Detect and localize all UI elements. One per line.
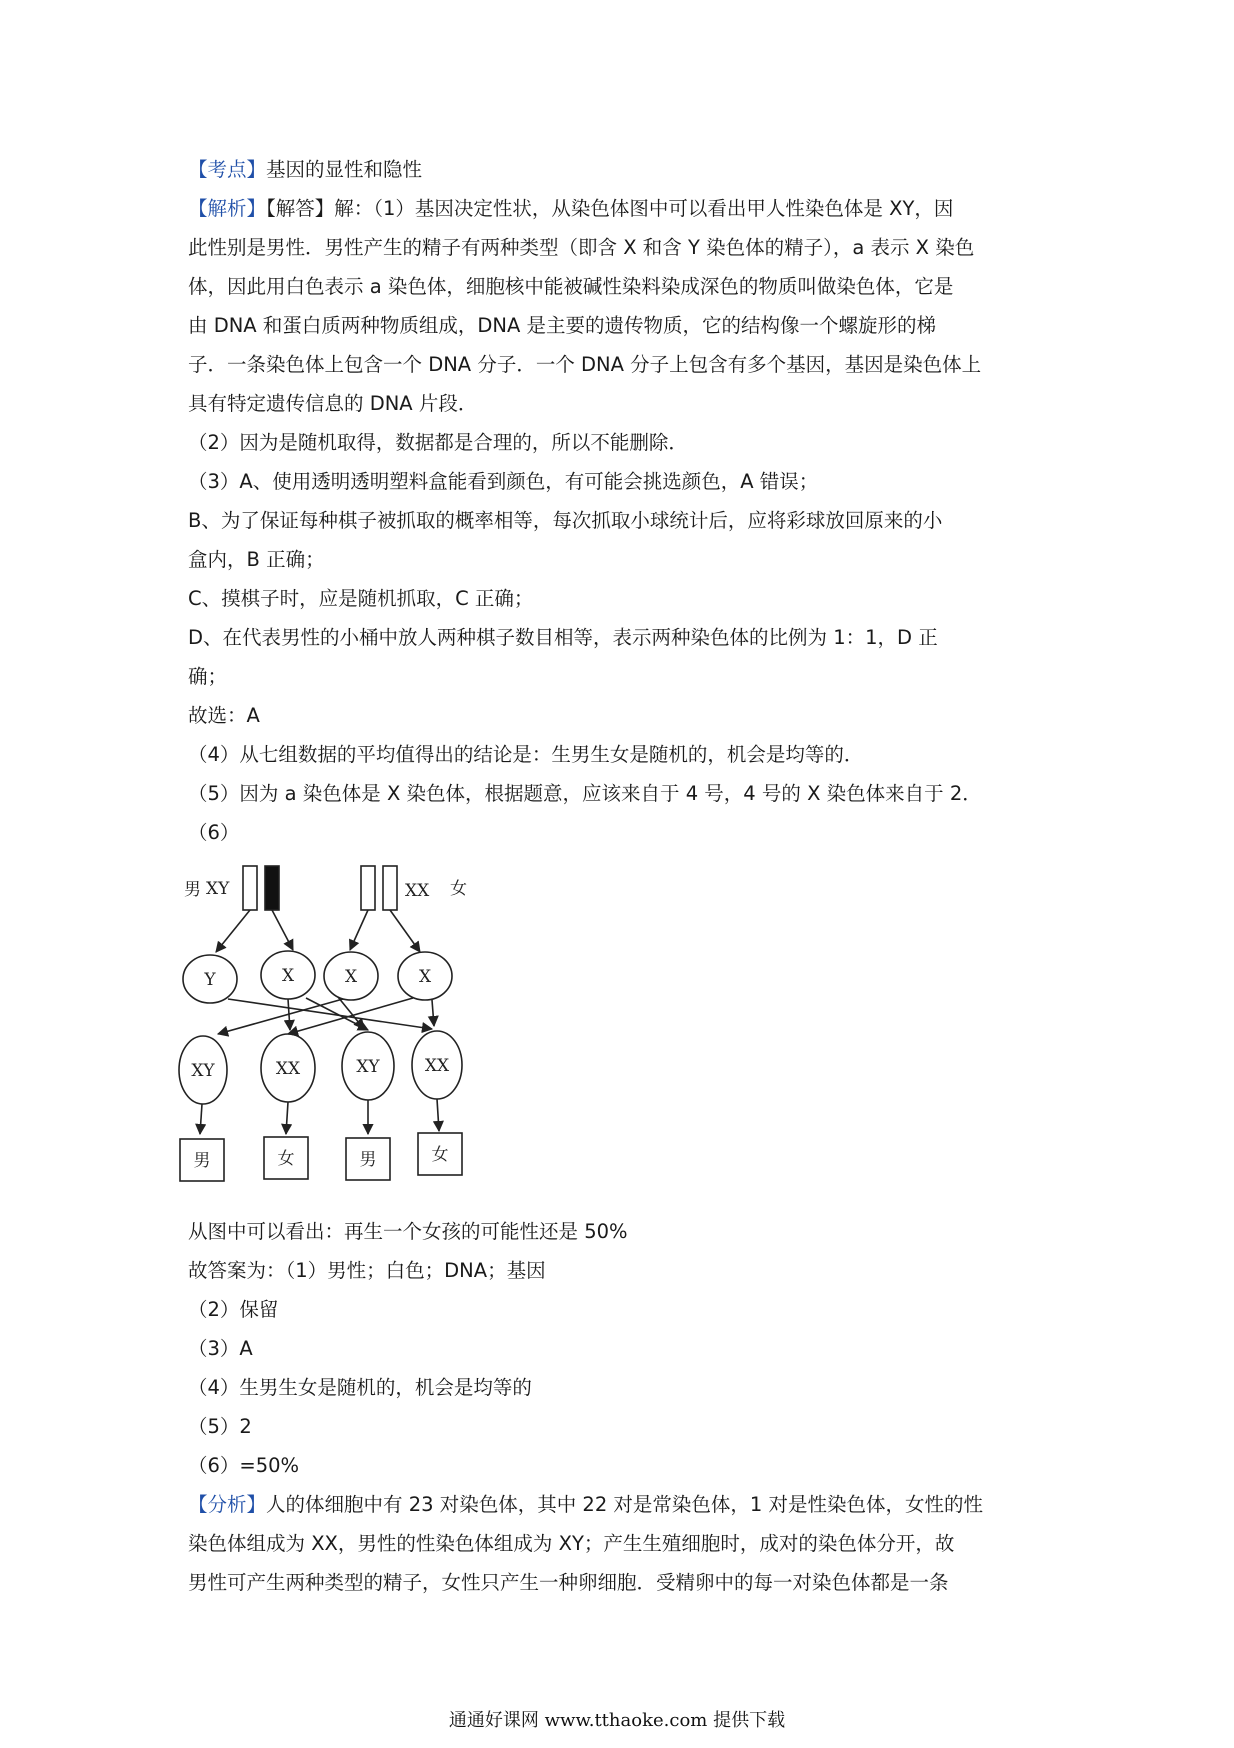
- text-line: 【考点】基因的显性和隐性: [188, 158, 423, 181]
- text-line: 【解析】【解答】解：（1）基因决定性状，从染色体图中可以看出甲人性染色体是 XY，因: [188, 197, 954, 220]
- inheritance-diagram: [184, 852, 1068, 1212]
- document-body: [184, 150, 1068, 1602]
- zygote-label: XX: [275, 1059, 301, 1079]
- gamete-label: Y: [204, 970, 216, 990]
- zygote-label: XX: [424, 1056, 450, 1076]
- text-line: （4）从七组数据的平均值得出的结论是：生男生女是随机的，机会是均等的．: [188, 743, 864, 766]
- text-line: 【分析】人的体细胞中有 23 对染色体，其中 22 对是常染色体，1 对是性染色体，女性的性: [188, 1493, 984, 1516]
- gamete-label: X: [344, 967, 358, 987]
- text-line: 从图中可以看出：再生一个女孩的可能性还是 50%: [188, 1220, 628, 1243]
- text-line: 盒内，B 正确；: [188, 548, 325, 571]
- text-line: 确；: [188, 665, 228, 688]
- text-line: 此性别是男性．男性产生的精子有两种类型（即含 X 和含 Y 染色体的精子），a 表示 X 染色: [188, 236, 975, 259]
- text-line: 故答案为：（1）男性；白色；DNA；基因: [188, 1259, 546, 1282]
- text-line: （2）因为是随机取得，数据都是合理的，所以不能删除．: [188, 431, 688, 454]
- female-x-chromosome-2: [383, 866, 397, 910]
- text-line: （6）: [188, 821, 240, 844]
- zygote-label: XY: [191, 1061, 215, 1081]
- text-line: B、为了保证每种棋子被抓取的概率相等，每次抓取小球统计后，应将彩球放回原来的小: [188, 509, 943, 532]
- text-line: （3）A: [188, 1337, 253, 1360]
- male-x-chromosome: [243, 866, 257, 910]
- text-line: （2）保留: [188, 1298, 279, 1321]
- sex-label: 男: [193, 1151, 211, 1171]
- text-line: 体，因此用白色表示 a 染色体，细胞核中能被碱性染料染成深色的物质叫做染色体，它是: [188, 275, 954, 298]
- text-line: （6）=50%: [188, 1454, 300, 1477]
- inheritance-diagram-svg: [184, 852, 1068, 1212]
- zygote-label: XY: [356, 1057, 380, 1077]
- male-label: 男: [184, 880, 201, 900]
- text-line: 子．一条染色体上包含一个 DNA 分子．一个 DNA 分子上包含有多个基因，基因是染色体上: [188, 353, 982, 376]
- text-line: （3）A、使用透明透明塑料盒能看到颜色，有可能会挑选颜色，A 错误；: [188, 470, 819, 493]
- text-line: 故选：A: [188, 704, 260, 727]
- sex-label: 男: [359, 1150, 377, 1170]
- text-line: （5）2: [188, 1415, 252, 1438]
- sex-label: 女: [277, 1149, 295, 1169]
- female-x-chromosome-1: [361, 866, 375, 910]
- page-footer: 通通好课网 www.tthaoke.com 提供下载: [448, 1710, 786, 1731]
- text-line: C、摸棋子时，应是随机抓取，C 正确；: [188, 587, 534, 610]
- text-line: （5）因为 a 染色体是 X 染色体，根据题意，应该来自于 4 号，4 号的 X 染色体来自于 2．: [188, 782, 982, 805]
- female-chromosome-label: XX: [405, 881, 430, 901]
- text-line: 具有特定遗传信息的 DNA 片段．: [188, 392, 478, 415]
- male-y-chromosome: [265, 866, 279, 910]
- text-line: 由 DNA 和蛋白质两种物质组成，DNA 是主要的遗传物质，它的结构像一个螺旋形的梯: [188, 314, 936, 337]
- text-line: D、在代表男性的小桶中放人两种棋子数目相等，表示两种染色体的比例为 1：1，D 正: [188, 626, 938, 649]
- male-chromosome-label: XY: [206, 879, 230, 899]
- text-line: 男性可产生两种类型的精子，女性只产生一种卵细胞．受精卵中的每一对染色体都是一条: [188, 1571, 949, 1594]
- gamete-label: X: [418, 967, 432, 987]
- sex-label: 女: [431, 1145, 449, 1165]
- female-label: 女: [450, 879, 467, 899]
- text-line: 染色体组成为 XX，男性的性染色体组成为 XY；产生生殖细胞时，成对的染色体分开，故: [188, 1532, 955, 1555]
- text-line: （4）生男生女是随机的，机会是均等的: [188, 1376, 532, 1399]
- gamete-label: X: [281, 966, 295, 986]
